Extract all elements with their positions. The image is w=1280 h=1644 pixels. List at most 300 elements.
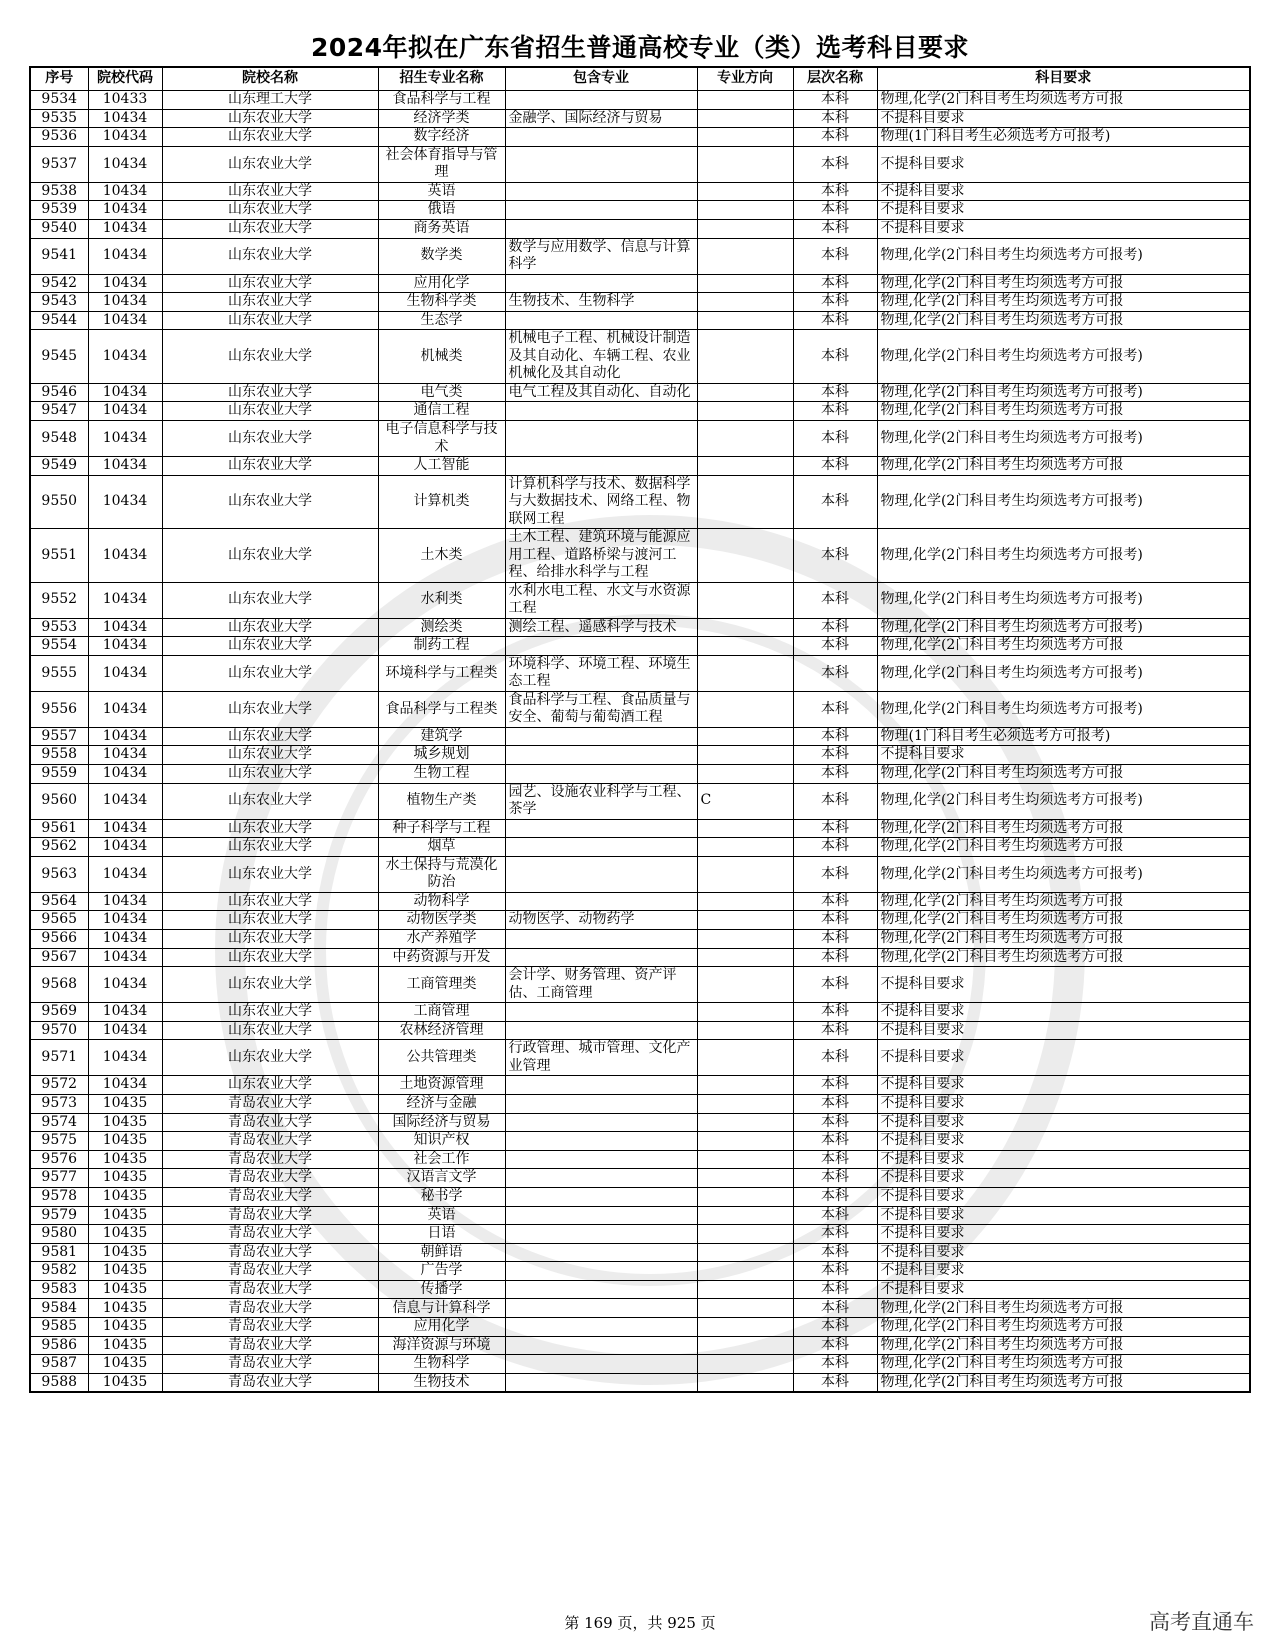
table-row (30, 529, 1250, 583)
cell-direction (697, 1318, 793, 1337)
page-footer: 第 169 页，共 925 页 (564, 1614, 716, 1632)
cell-seq: 9582 (30, 1262, 88, 1281)
cell-seq: 9572 (30, 1076, 88, 1095)
cell-subject-req: 不提科目要求 (877, 1169, 1250, 1188)
cell-level: 本科 (793, 765, 877, 784)
cell-included-majors (505, 1262, 697, 1281)
cell-school-name: 山东农业大学 (162, 765, 378, 784)
cell-direction (697, 274, 793, 293)
cell-level: 本科 (793, 182, 877, 201)
cell-subject-req: 物理,化学(2门科目考生均须选考方可报考) (877, 783, 1250, 819)
cell-subject-req: 物理,化学(2门科目考生均须选考方可报 (877, 293, 1250, 312)
cell-school-name: 青岛农业大学 (162, 1187, 378, 1206)
cell-level: 本科 (793, 201, 877, 220)
cell-school-name: 山东农业大学 (162, 293, 378, 312)
col-header-subject-req: 科目要求 (877, 67, 1250, 91)
cell-level: 本科 (793, 746, 877, 765)
cell-school-name: 山东理工大学 (162, 91, 378, 110)
cell-school-code: 10435 (88, 1187, 162, 1206)
cell-direction (697, 201, 793, 220)
col-header-level: 层次名称 (793, 67, 877, 91)
cell-school-name: 山东农业大学 (162, 691, 378, 727)
cell-school-name: 山东农业大学 (162, 457, 378, 476)
cell-direction (697, 330, 793, 384)
cell-major-name: 农林经济管理 (378, 1021, 505, 1040)
cell-included-majors: 水利水电工程、水文与水资源工程 (505, 582, 697, 618)
cell-level: 本科 (793, 892, 877, 911)
cell-level: 本科 (793, 457, 877, 476)
cell-school-code: 10434 (88, 293, 162, 312)
cell-school-name: 山东农业大学 (162, 383, 378, 402)
cell-school-code: 10435 (88, 1169, 162, 1188)
cell-major-name: 公共管理类 (378, 1040, 505, 1076)
cell-school-name: 山东农业大学 (162, 1040, 378, 1076)
cell-school-code: 10434 (88, 529, 162, 583)
cell-direction (697, 1040, 793, 1076)
table-row (30, 911, 1250, 930)
cell-subject-req: 不提科目要求 (877, 1003, 1250, 1022)
cell-level: 本科 (793, 967, 877, 1003)
cell-subject-req: 不提科目要求 (877, 146, 1250, 182)
cell-major-name: 人工智能 (378, 457, 505, 476)
table-row (30, 91, 1250, 110)
cell-major-name: 环境科学与工程类 (378, 655, 505, 691)
cell-direction (697, 529, 793, 583)
cell-seq: 9558 (30, 746, 88, 765)
cell-subject-req: 不提科目要求 (877, 1187, 1250, 1206)
cell-major-name: 社会工作 (378, 1150, 505, 1169)
table-row (30, 691, 1250, 727)
cell-included-majors: 食品科学与工程、食品质量与安全、葡萄与葡萄酒工程 (505, 691, 697, 727)
cell-school-code: 10434 (88, 783, 162, 819)
cell-direction (697, 1225, 793, 1244)
cell-included-majors (505, 838, 697, 857)
cell-included-majors (505, 765, 697, 784)
cell-major-name: 电气类 (378, 383, 505, 402)
cell-subject-req: 物理,化学(2门科目考生均须选考方可报 (877, 1299, 1250, 1318)
cell-subject-req: 物理,化学(2门科目考生均须选考方可报考) (877, 330, 1250, 384)
cell-subject-req: 不提科目要求 (877, 1076, 1250, 1095)
cell-school-name: 山东农业大学 (162, 529, 378, 583)
cell-major-name: 生物技术 (378, 1373, 505, 1392)
table-row (30, 330, 1250, 384)
table-row (30, 1169, 1250, 1188)
cell-included-majors: 会计学、财务管理、资产评估、工商管理 (505, 967, 697, 1003)
cell-school-name: 山东农业大学 (162, 475, 378, 529)
cell-school-name: 山东农业大学 (162, 948, 378, 967)
cell-major-name: 英语 (378, 1206, 505, 1225)
cell-seq: 9559 (30, 765, 88, 784)
cell-direction (697, 146, 793, 182)
cell-subject-req: 不提科目要求 (877, 182, 1250, 201)
cell-included-majors (505, 457, 697, 476)
cell-seq: 9553 (30, 618, 88, 637)
cell-seq: 9561 (30, 819, 88, 838)
cell-school-code: 10435 (88, 1318, 162, 1337)
table-row (30, 1003, 1250, 1022)
cell-major-name: 食品科学与工程 (378, 91, 505, 110)
cell-level: 本科 (793, 1225, 877, 1244)
cell-direction (697, 892, 793, 911)
cell-school-code: 10434 (88, 819, 162, 838)
cell-level: 本科 (793, 1206, 877, 1225)
cell-level: 本科 (793, 819, 877, 838)
cell-direction (697, 1094, 793, 1113)
table-row (30, 421, 1250, 457)
cell-major-name: 朝鲜语 (378, 1243, 505, 1262)
cell-major-name: 生物工程 (378, 765, 505, 784)
cell-school-code: 10435 (88, 1355, 162, 1374)
cell-seq: 9583 (30, 1280, 88, 1299)
table-row (30, 383, 1250, 402)
cell-included-majors (505, 1003, 697, 1022)
cell-direction (697, 1243, 793, 1262)
cell-subject-req: 不提科目要求 (877, 1243, 1250, 1262)
cell-included-majors (505, 421, 697, 457)
cell-included-majors: 环境科学、环境工程、环境生态工程 (505, 655, 697, 691)
cell-seq: 9580 (30, 1225, 88, 1244)
cell-school-name: 山东农业大学 (162, 128, 378, 147)
cell-seq: 9585 (30, 1318, 88, 1337)
col-header-direction: 专业方向 (697, 67, 793, 91)
cell-level: 本科 (793, 529, 877, 583)
cell-school-code: 10435 (88, 1262, 162, 1281)
cell-school-name: 青岛农业大学 (162, 1262, 378, 1281)
cell-school-name: 青岛农业大学 (162, 1132, 378, 1151)
cell-subject-req: 物理,化学(2门科目考生均须选考方可报 (877, 929, 1250, 948)
cell-subject-req: 不提科目要求 (877, 1206, 1250, 1225)
table-row (30, 238, 1250, 274)
cell-seq: 9534 (30, 91, 88, 110)
cell-included-majors: 数学与应用数学、信息与计算科学 (505, 238, 697, 274)
cell-subject-req: 物理,化学(2门科目考生均须选考方可报考) (877, 618, 1250, 637)
cell-subject-req: 不提科目要求 (877, 1113, 1250, 1132)
cell-direction (697, 929, 793, 948)
cell-direction (697, 691, 793, 727)
cell-school-code: 10434 (88, 637, 162, 656)
cell-seq: 9587 (30, 1355, 88, 1374)
table-row (30, 1076, 1250, 1095)
cell-level: 本科 (793, 1040, 877, 1076)
cell-school-name: 青岛农业大学 (162, 1373, 378, 1392)
cell-level: 本科 (793, 911, 877, 930)
cell-school-code: 10434 (88, 1040, 162, 1076)
cell-major-name: 广告学 (378, 1262, 505, 1281)
cell-included-majors (505, 1206, 697, 1225)
cell-level: 本科 (793, 691, 877, 727)
cell-level: 本科 (793, 1262, 877, 1281)
cell-school-name: 山东农业大学 (162, 746, 378, 765)
cell-seq: 9574 (30, 1113, 88, 1132)
cell-direction (697, 1021, 793, 1040)
cell-subject-req: 物理,化学(2门科目考生均须选考方可报考) (877, 383, 1250, 402)
cell-direction (697, 128, 793, 147)
table-row (30, 274, 1250, 293)
table-row (30, 655, 1250, 691)
cell-school-code: 10434 (88, 475, 162, 529)
cell-included-majors (505, 1373, 697, 1392)
cell-seq: 9552 (30, 582, 88, 618)
cell-subject-req: 不提科目要求 (877, 1021, 1250, 1040)
cell-major-name: 建筑学 (378, 727, 505, 746)
cell-direction (697, 1336, 793, 1355)
cell-seq: 9573 (30, 1094, 88, 1113)
cell-school-code: 10434 (88, 1021, 162, 1040)
cell-seq: 9584 (30, 1299, 88, 1318)
cell-school-code: 10434 (88, 238, 162, 274)
cell-major-name: 信息与计算科学 (378, 1299, 505, 1318)
cell-major-name: 生物科学 (378, 1355, 505, 1374)
cell-included-majors (505, 1280, 697, 1299)
cell-school-name: 青岛农业大学 (162, 1336, 378, 1355)
cell-level: 本科 (793, 238, 877, 274)
cell-major-name: 经济与金融 (378, 1094, 505, 1113)
cell-level: 本科 (793, 1113, 877, 1132)
table-row (30, 746, 1250, 765)
cell-level: 本科 (793, 219, 877, 238)
cell-direction (697, 1076, 793, 1095)
cell-subject-req: 不提科目要求 (877, 201, 1250, 220)
cell-school-code: 10434 (88, 383, 162, 402)
cell-school-name: 山东农业大学 (162, 402, 378, 421)
cell-level: 本科 (793, 618, 877, 637)
cell-seq: 9539 (30, 201, 88, 220)
cell-school-code: 10434 (88, 765, 162, 784)
cell-seq: 9562 (30, 838, 88, 857)
cell-seq: 9576 (30, 1150, 88, 1169)
table-row (30, 783, 1250, 819)
cell-school-code: 10434 (88, 948, 162, 967)
cell-direction (697, 856, 793, 892)
cell-subject-req: 物理,化学(2门科目考生均须选考方可报 (877, 1318, 1250, 1337)
cell-school-code: 10434 (88, 1003, 162, 1022)
cell-included-majors: 测绘工程、遥感科学与技术 (505, 618, 697, 637)
cell-school-code: 10434 (88, 146, 162, 182)
table-row (30, 1021, 1250, 1040)
cell-school-name: 山东农业大学 (162, 182, 378, 201)
cell-school-name: 山东农业大学 (162, 727, 378, 746)
cell-major-name: 传播学 (378, 1280, 505, 1299)
cell-included-majors: 园艺、设施农业科学与工程、茶学 (505, 783, 697, 819)
col-header-major-name: 招生专业名称 (378, 67, 505, 91)
cell-seq: 9546 (30, 383, 88, 402)
cell-subject-req: 物理,化学(2门科目考生均须选考方可报 (877, 892, 1250, 911)
cell-direction (697, 1132, 793, 1151)
cell-level: 本科 (793, 402, 877, 421)
cell-subject-req: 不提科目要求 (877, 1132, 1250, 1151)
cell-school-name: 山东农业大学 (162, 838, 378, 857)
cell-major-name: 土木类 (378, 529, 505, 583)
cell-school-name: 青岛农业大学 (162, 1206, 378, 1225)
cell-school-code: 10433 (88, 91, 162, 110)
cell-school-name: 山东农业大学 (162, 109, 378, 128)
cell-level: 本科 (793, 727, 877, 746)
cell-included-majors (505, 91, 697, 110)
table-row (30, 146, 1250, 182)
cell-included-majors (505, 402, 697, 421)
cell-seq: 9544 (30, 311, 88, 330)
cell-seq: 9586 (30, 1336, 88, 1355)
cell-school-name: 山东农业大学 (162, 819, 378, 838)
cell-direction (697, 1373, 793, 1392)
cell-school-code: 10435 (88, 1225, 162, 1244)
cell-direction (697, 655, 793, 691)
cell-level: 本科 (793, 948, 877, 967)
cell-school-name: 山东农业大学 (162, 655, 378, 691)
cell-subject-req: 不提科目要求 (877, 1262, 1250, 1281)
cell-subject-req: 不提科目要求 (877, 746, 1250, 765)
cell-level: 本科 (793, 637, 877, 656)
table-row (30, 1336, 1250, 1355)
table-row (30, 929, 1250, 948)
cell-direction (697, 182, 793, 201)
cell-school-name: 山东农业大学 (162, 219, 378, 238)
cell-school-code: 10435 (88, 1243, 162, 1262)
cell-seq: 9541 (30, 238, 88, 274)
cell-school-name: 青岛农业大学 (162, 1299, 378, 1318)
cell-included-majors (505, 1169, 697, 1188)
cell-level: 本科 (793, 1243, 877, 1262)
cell-major-name: 电子信息科学与技术 (378, 421, 505, 457)
cell-major-name: 社会体育指导与管理 (378, 146, 505, 182)
cell-direction (697, 1206, 793, 1225)
cell-school-name: 山东农业大学 (162, 618, 378, 637)
cell-subject-req: 不提科目要求 (877, 219, 1250, 238)
cell-included-majors: 计算机科学与技术、数据科学与大数据技术、网络工程、物联网工程 (505, 475, 697, 529)
cell-major-name: 测绘类 (378, 618, 505, 637)
table-row (30, 475, 1250, 529)
cell-level: 本科 (793, 1336, 877, 1355)
cell-school-name: 山东农业大学 (162, 201, 378, 220)
cell-included-majors (505, 948, 697, 967)
cell-school-code: 10434 (88, 582, 162, 618)
table-row (30, 819, 1250, 838)
cell-major-name: 数学类 (378, 238, 505, 274)
cell-school-code: 10435 (88, 1094, 162, 1113)
table-row (30, 1040, 1250, 1076)
cell-school-code: 10434 (88, 109, 162, 128)
cell-subject-req: 物理,化学(2门科目考生均须选考方可报考) (877, 655, 1250, 691)
cell-level: 本科 (793, 109, 877, 128)
cell-school-name: 山东农业大学 (162, 892, 378, 911)
cell-major-name: 种子科学与工程 (378, 819, 505, 838)
cell-subject-req: 物理,化学(2门科目考生均须选考方可报 (877, 274, 1250, 293)
cell-level: 本科 (793, 1021, 877, 1040)
cell-school-name: 山东农业大学 (162, 421, 378, 457)
cell-subject-req: 不提科目要求 (877, 1280, 1250, 1299)
cell-level: 本科 (793, 1076, 877, 1095)
cell-included-majors (505, 1187, 697, 1206)
table-row (30, 856, 1250, 892)
cell-included-majors (505, 1021, 697, 1040)
cell-included-majors: 电气工程及其自动化、自动化 (505, 383, 697, 402)
cell-major-name: 数字经济 (378, 128, 505, 147)
cell-subject-req: 物理,化学(2门科目考生均须选考方可报考) (877, 529, 1250, 583)
cell-school-name: 山东农业大学 (162, 1021, 378, 1040)
cell-school-code: 10435 (88, 1113, 162, 1132)
cell-level: 本科 (793, 1280, 877, 1299)
cell-major-name: 经济学类 (378, 109, 505, 128)
cell-included-majors (505, 274, 697, 293)
cell-subject-req: 物理,化学(2门科目考生均须选考方可报 (877, 1355, 1250, 1374)
cell-major-name: 动物医学类 (378, 911, 505, 930)
cell-major-name: 生物科学类 (378, 293, 505, 312)
col-header-school-name: 院校名称 (162, 67, 378, 91)
cell-direction (697, 383, 793, 402)
cell-included-majors: 生物技术、生物科学 (505, 293, 697, 312)
cell-major-name: 应用化学 (378, 274, 505, 293)
table-row (30, 311, 1250, 330)
cell-level: 本科 (793, 1169, 877, 1188)
cell-subject-req: 不提科目要求 (877, 1225, 1250, 1244)
cell-school-name: 山东农业大学 (162, 238, 378, 274)
cell-school-name: 山东农业大学 (162, 911, 378, 930)
cell-school-code: 10435 (88, 1336, 162, 1355)
cell-school-name: 青岛农业大学 (162, 1318, 378, 1337)
table-row (30, 637, 1250, 656)
cell-included-majors (505, 201, 697, 220)
cell-subject-req: 物理(1门科目考生必须选考方可报考) (877, 128, 1250, 147)
cell-direction (697, 637, 793, 656)
cell-level: 本科 (793, 1132, 877, 1151)
cell-seq: 9551 (30, 529, 88, 583)
cell-school-code: 10434 (88, 274, 162, 293)
cell-level: 本科 (793, 582, 877, 618)
cell-subject-req: 不提科目要求 (877, 1040, 1250, 1076)
col-header-school-code: 院校代码 (88, 67, 162, 91)
cell-included-majors: 金融学、国际经济与贸易 (505, 109, 697, 128)
cell-seq: 9567 (30, 948, 88, 967)
cell-direction (697, 1187, 793, 1206)
cell-included-majors: 动物医学、动物药学 (505, 911, 697, 930)
cell-included-majors (505, 1243, 697, 1262)
cell-included-majors (505, 892, 697, 911)
cell-level: 本科 (793, 1318, 877, 1337)
cell-seq: 9569 (30, 1003, 88, 1022)
cell-school-code: 10434 (88, 421, 162, 457)
cell-subject-req: 物理,化学(2门科目考生均须选考方可报 (877, 1336, 1250, 1355)
cell-level: 本科 (793, 330, 877, 384)
cell-major-name: 水利类 (378, 582, 505, 618)
cell-seq: 9578 (30, 1187, 88, 1206)
cell-school-name: 山东农业大学 (162, 856, 378, 892)
cell-seq: 9555 (30, 655, 88, 691)
cell-direction (697, 727, 793, 746)
cell-school-code: 10434 (88, 838, 162, 857)
cell-major-name: 知识产权 (378, 1132, 505, 1151)
cell-seq: 9554 (30, 637, 88, 656)
cell-direction (697, 618, 793, 637)
cell-school-name: 山东农业大学 (162, 1003, 378, 1022)
col-header-seq: 序号 (30, 67, 88, 91)
cell-school-name: 青岛农业大学 (162, 1169, 378, 1188)
cell-direction (697, 421, 793, 457)
cell-included-majors (505, 727, 697, 746)
cell-direction (697, 475, 793, 529)
cell-subject-req: 物理,化学(2门科目考生均须选考方可报考) (877, 238, 1250, 274)
cell-direction (697, 1299, 793, 1318)
table-row (30, 109, 1250, 128)
cell-included-majors (505, 146, 697, 182)
table-row (30, 838, 1250, 857)
cell-subject-req: 物理,化学(2门科目考生均须选考方可报 (877, 948, 1250, 967)
cell-direction (697, 402, 793, 421)
cell-school-code: 10434 (88, 929, 162, 948)
cell-major-name: 水产养殖学 (378, 929, 505, 948)
cell-subject-req: 物理,化学(2门科目考生均须选考方可报 (877, 457, 1250, 476)
table-row (30, 293, 1250, 312)
cell-level: 本科 (793, 1003, 877, 1022)
